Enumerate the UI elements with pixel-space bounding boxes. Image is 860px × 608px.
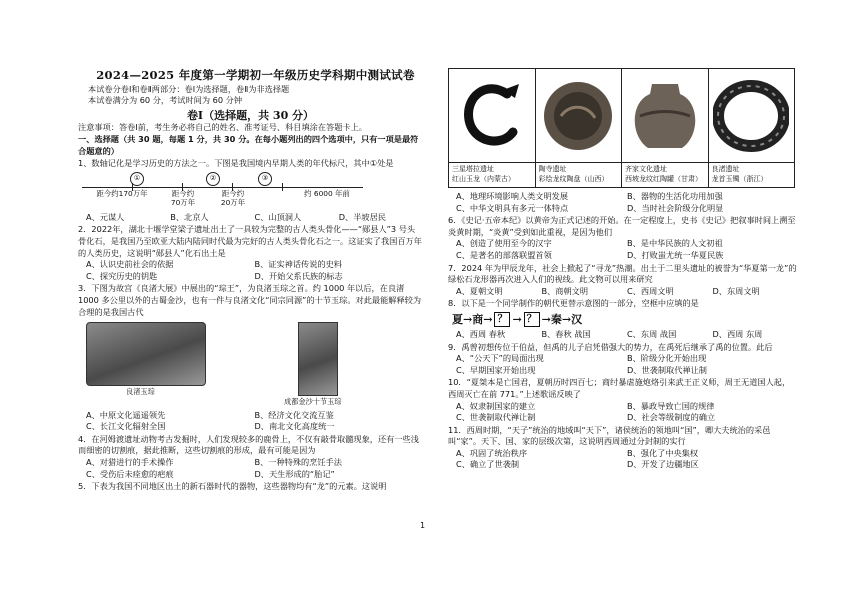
option[interactable]: D、东周文明 xyxy=(712,285,760,296)
jade-bracelet-icon xyxy=(713,76,789,156)
question-4-options xyxy=(78,457,423,480)
option[interactable]: D、世袭制取代禅让制 xyxy=(627,364,707,375)
option[interactable]: D、当时社会阶级分化明显 xyxy=(627,202,724,213)
question-9-options xyxy=(448,353,798,376)
option[interactable]: A、元谋人 xyxy=(86,211,125,222)
left-column xyxy=(78,68,423,493)
option[interactable]: B、商朝文明 xyxy=(541,285,589,296)
option[interactable]: D、半坡居民 xyxy=(338,211,386,222)
blank-box-1: ？ xyxy=(494,312,510,327)
question-11: 11．西周时期，“天子”统治的地域叫“天下”，诸侯统治的领地叫“国”，卿大夫统治的采邑叫“家”。天下、国、家的层级次第，这说明西周通过分封制的实行 xyxy=(448,424,771,447)
option[interactable]: B、一种特殊的烹饪手法 xyxy=(254,457,342,468)
timeline-marker-3: ③ xyxy=(258,172,272,186)
option[interactable]: B、证实神话传说的史料 xyxy=(254,259,342,270)
sequence-end: →秦→汉 xyxy=(541,312,583,326)
artifact-cell xyxy=(449,69,536,187)
question-5: 5．下表为我国不同地区出土的新石器时代的器物，这些器物均有“龙”的元素。这说明 xyxy=(78,481,387,492)
question-1: 1、数轴记化是学习历史的方法之一。下图是我国境内早期人类的年代标尺，其中①处是 xyxy=(78,158,394,169)
question-3: 3．下图为故宫《良渚大展》中展出的“琮王”，为良渚玉琮之首。约 1000 年以后，在良渚 1000 多公里以外的古蜀金沙，也有一件与良渚文化“同宗同源”的十节玉琮。对此最能解释较为合理的是我国古代 xyxy=(78,283,422,317)
artifact-image xyxy=(709,69,795,163)
option[interactable]: A、巩固了统治秩序 xyxy=(456,447,528,458)
artifact-desc: 龙首玉镯（浙江） xyxy=(711,174,768,183)
option[interactable]: D、打败蚩尤统一华夏民族 xyxy=(627,249,724,260)
question-3-options xyxy=(78,410,423,433)
artifact-desc: 西坡龙纹红陶罐（甘肃） xyxy=(625,174,702,183)
artifact-site: 良渚遗址 xyxy=(711,165,740,173)
option[interactable]: C、长江文化辐射全国 xyxy=(86,421,166,432)
right-column xyxy=(448,68,798,471)
artifact-site: 三星塔拉遗址 xyxy=(452,165,494,173)
question-8: 8．以下是一个同学制作的朝代更替示意图的一部分，空框中应填的是 xyxy=(448,298,699,309)
artifact-site: 陶寺遗址 xyxy=(538,165,567,173)
option[interactable]: C、早期国家开始出现 xyxy=(456,364,536,375)
exam-note-2: 本试卷满分为 60 分，考试时间为 60 分钟 xyxy=(88,95,243,106)
question-6-options xyxy=(448,238,798,261)
timeline-marker-2: ② xyxy=(206,172,220,186)
option[interactable]: C、世袭制取代禅让制 xyxy=(456,412,536,423)
option[interactable]: B、暴政导致亡国的规律 xyxy=(627,400,715,411)
option[interactable]: A、西周 春秋 xyxy=(456,328,506,339)
figure-caption: 良渚玉琮 xyxy=(126,387,155,397)
option[interactable]: B、器物的生活化功用加强 xyxy=(627,191,723,201)
timeline-figure xyxy=(82,172,423,210)
figure-jinsha-cong xyxy=(284,322,342,408)
option[interactable]: B、阶级分化开始出现 xyxy=(627,353,707,364)
artifact-label xyxy=(536,163,622,187)
figure-liangzhu-cong xyxy=(86,322,206,408)
timeline-label-2: 距今约 70万年 xyxy=(170,188,196,207)
question-5-options xyxy=(448,191,798,214)
option[interactable]: A、对猎进行的手术操作 xyxy=(86,457,174,468)
option[interactable]: C、确立了世袭制 xyxy=(456,459,520,470)
jinsha-cong-photo xyxy=(298,322,338,396)
question-8-options xyxy=(448,329,798,341)
option[interactable]: A、认识史前社会的依据 xyxy=(86,259,174,270)
question-2-options xyxy=(78,259,423,282)
page-number: 1 xyxy=(420,521,426,530)
question-11-options xyxy=(448,448,798,471)
artifact-table xyxy=(448,68,795,188)
option[interactable]: D、南北文化高度统一 xyxy=(254,421,335,432)
option[interactable]: C、受伤后未痊愈的疤痕 xyxy=(86,468,174,479)
timeline-label-1: 距今约170万年 xyxy=(96,188,148,198)
option[interactable]: D、开始父系氏族的标志 xyxy=(254,270,343,281)
artifact-cell xyxy=(622,69,709,187)
pottery-jar-icon xyxy=(626,76,704,156)
option[interactable]: C、东周 战国 xyxy=(627,328,677,339)
choice-rule: 一、选择题（共 30 题，每题 1 分，共 30 分。在每小题列出的四个选项中，只有一项是最符合题意的） xyxy=(78,133,419,156)
timeline-tick xyxy=(282,183,283,191)
exam-title: 2024—2025 年度第一学期初一年级历史学科期中测试试卷 xyxy=(96,68,415,82)
blank-box-2: ？ xyxy=(524,312,540,327)
section-title: 卷Ⅰ（选择题，共 30 分） xyxy=(186,108,315,122)
option[interactable]: C、山顶洞人 xyxy=(254,211,302,222)
artifact-cell xyxy=(709,69,795,187)
option[interactable]: A、地理环境影响人类文明发展 xyxy=(456,191,569,201)
option[interactable]: C、西周文明 xyxy=(627,285,674,296)
question-7: 7．2024 年为甲辰龙年，社会上掀起了“寻龙”热潮。出土于二里头遗址的被誉为“华夏第一龙”的绿松石龙形器再次进入人们的视线。此文物可以用来研究 xyxy=(448,262,797,285)
question-7-options xyxy=(448,286,798,298)
artifact-cell xyxy=(536,69,623,187)
option[interactable]: D、开发了边疆地区 xyxy=(627,459,699,470)
question-1-options xyxy=(78,212,423,224)
artifact-desc: 彩绘龙纹陶盘（山西） xyxy=(538,174,609,183)
artifact-label xyxy=(622,163,708,187)
artifact-site: 齐家文化遗址 xyxy=(625,165,667,173)
question-2: 2．2022年，湖北十堰学堂梁子遗址出土了一具较为完整的古人类头骨化——“郧县人”3 号头骨化石，是我国乃至欧亚大陆内陆同时代最为完好的古人类头骨化石之一。这证实了我国百万年的人类历史，这说明“郧县人”化石出土是 xyxy=(78,224,422,258)
option[interactable]: B、北京人 xyxy=(170,211,209,222)
option[interactable]: A、夏朝文明 xyxy=(456,285,503,296)
sequence-start: 夏→商→ xyxy=(452,312,493,326)
artifact-image xyxy=(622,69,708,163)
option[interactable]: C、是著名的部落联盟首领 xyxy=(456,249,552,260)
option[interactable]: B、是中华民族的人文初祖 xyxy=(627,238,723,249)
option[interactable]: A、“公天下”的局面出现 xyxy=(456,353,544,364)
question-9: 9．禹曾初想传位于伯益，但禹的儿子启凭借强大的势力，在禹死后继承了禹的位置。此后 xyxy=(448,341,773,352)
timeline-label-4: 约 6000 年前 xyxy=(304,188,350,198)
dynasty-sequence xyxy=(452,312,798,327)
option[interactable]: B、春秋 战国 xyxy=(541,328,591,339)
option[interactable]: A、创造了使用至今的汉字 xyxy=(456,238,552,249)
timeline-axis xyxy=(82,187,363,188)
question-6: 6．《史记·五帝本纪》以黄帝为正式记述的开始。在一定程度上，史书《史记》把叙事时间上溯至炎黄时期，“炎黄”受到如此重视，是因为他们 xyxy=(448,215,796,237)
option[interactable]: D、西周 东周 xyxy=(712,328,763,339)
option[interactable]: A、中原文化遥遥领先 xyxy=(86,409,166,420)
figure-caption: 成都金沙十节玉琮 xyxy=(284,397,342,407)
question-3-images xyxy=(86,322,423,408)
timeline-label-3: 距今约 20万年 xyxy=(220,188,246,207)
option[interactable]: A、奴隶制国家的建立 xyxy=(456,400,536,411)
sequence-arrow: → xyxy=(512,312,522,326)
artifact-desc: 红山玉龙（内蒙古） xyxy=(452,174,515,183)
liangzhu-cong-photo xyxy=(86,322,206,386)
artifact-image xyxy=(536,69,622,163)
option[interactable]: D、社会等级制度的确立 xyxy=(627,412,716,423)
exam-note-1: 本试卷分卷Ⅰ和卷Ⅱ两部分：卷Ⅰ为选择题，卷Ⅱ为非选择题 xyxy=(88,83,290,94)
jade-dragon-icon xyxy=(457,76,527,156)
artifact-image xyxy=(449,69,535,163)
option[interactable]: B、强化了中央集权 xyxy=(627,447,699,458)
option[interactable]: D、天生形成的“胎记” xyxy=(254,468,335,479)
artifact-label xyxy=(709,163,795,187)
notice: 注意事项：答卷Ⅰ前，考生务必将自己的姓名、准考证号、科目填涂在答题卡上。 xyxy=(78,122,367,133)
question-4: 4．在河姆渡遗址动物考古发掘时，人们发现较多的鹿骨上，不仅有敲骨取髓现象，还有一些浅而细密的切割痕，据此推断，这些切割痕的形成，最有可能是因为 xyxy=(78,433,419,456)
pottery-plate-icon xyxy=(539,76,617,156)
question-10: 10．“夏桀本是亡国君，夏朝历时四百七；商纣暴虐施炮烙引来武王正义师，周王无道国人起，西周灭亡在前 771。”上述歌谣反映了 xyxy=(448,377,791,399)
option[interactable]: B、经济文化交流互鉴 xyxy=(254,409,334,420)
artifact-label xyxy=(449,163,535,187)
timeline-marker-1: ① xyxy=(130,172,144,186)
question-10-options xyxy=(448,401,798,424)
option[interactable]: C、探究历史的钥匙 xyxy=(86,270,158,281)
option[interactable]: C、中华文明具有多元一体特点 xyxy=(456,202,569,213)
